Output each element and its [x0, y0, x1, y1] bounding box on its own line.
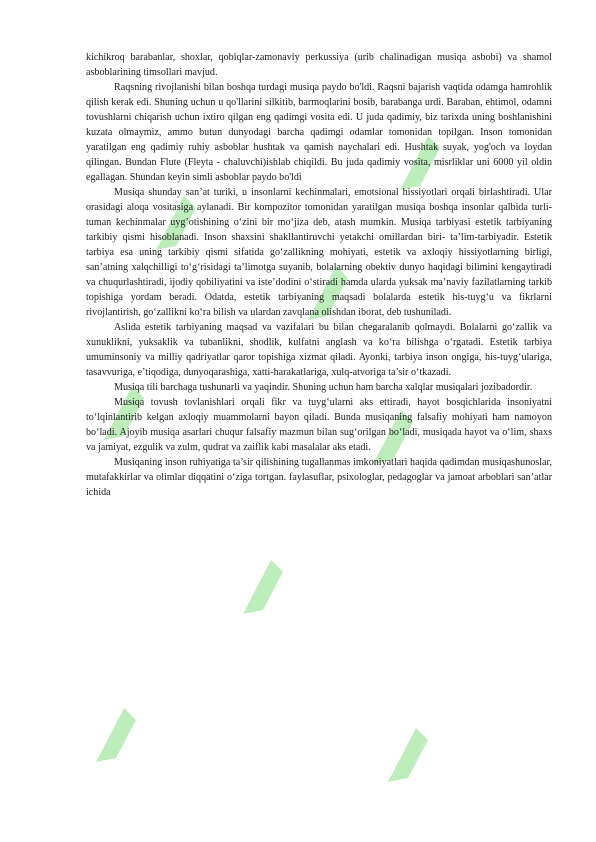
paragraph: Raqsning rivojlanishi bilan boshqa turdagi musiqa paydo bo'ldi. Raqsni bajarish vaqtida odamga hamrohlik qilish kerak edi. Shuning uchun u qo'llarini silkitib, barmoqlarini bosib, barabanga urdi. Baraban, ehtimol, odamni tovushlarni chiqarish uchun ixtiro qilgan eng qadimgi vosita edi. U juda qadimiy, biz tarixda uning boshlanishini kuzata olmaymiz, ammo butun dunyodagi barcha qadimgi odamlar tomonidan topilgan. Inson tomonidan yaratilgan eng qadimiy ruhiy asboblar hushtak va qamish naychalari edi. Hushtak suyak, yog'och va loydan qilingan. Bundan Flute (Fleyta - chaluvchi)ishlab chiqildi. Bu juda qadimiy vosita, misrliklar uni 6000 yil oldin egallagan. Shundan keyin simli asboblar paydo bo'ldi: [86, 82, 552, 183]
watermark-mark: [88, 700, 158, 770]
paragraph: Musiqa tovush tovlanishlari orqali fikr va tuyg‘ularni aks ettiradi, hayot bosqichlarida insoniyatni to‘lqinlantirib kelgan axloqiy muammolarni bayon qiladi. Bunda musiqaning falsafiy mohiyati ham namoyon bo‘ladi. Ajoyib musiqa asarlari chuqur falsafiy mazmun bilan sug‘orilgan bo‘ladi, musiqada hayot va o‘lim, shaxs va jamiyat, ezgulik va zulm, qudrat va zaiflik kabi masalalar aks etadi.: [86, 397, 552, 453]
paragraph: Musiqa tili barchaga tushunarli va yaqindir. Shuning uchun ham barcha xalqlar musiqalari jozibadordir.: [114, 382, 533, 393]
watermark-mark: [380, 720, 450, 790]
paragraph: Musiqaning inson ruhiyatiga ta’sir qilishining tugallanmas imkoniyatlari haqida qadimdan musiqashunoslar, mutafakkirlar va olimlar diqqatini o‘ziga tortgan. faylasuflar, psixologlar, pedagoglar va jamoat arboblari san’atlar ichida: [86, 457, 552, 498]
paragraph: Aslida estetik tarbiyaning maqsad va vazifalari bu bilan chegaralanib qolmaydi. Bolalarni go‘zallik va xunuklikni, yuksaklik va tubanlikni, shodlik, kulfatni anglash va ko‘ra bilishga o‘rgatadi. Estetik tarbiya umuminsoniy va milliy qadriyatlar qaror topishiga xizmat qiladi. Ayonki, tarbiya inson ongiga, his-tuyg‘ulariga, tasavvuriga, e’tiqodiga, dunyoqarashiga, xatti-harakatlariga, xulq-atvoriga ta’sir o‘tkazadi.: [86, 322, 552, 378]
paragraph: Musiqa shunday san’at turiki, u insonlarni kechinmalari, emotsional hissiyotlari orqali birlashtiradi. Ular orasidagi aloqa vositasiga aylanadi. Bir kompozitor tomonidan yaratilgan musiqa boshqa insonlar qalbida turli-tuman kechinmalar uyg’otishining o‘zini bir mo‘jiza deb, atash mumkin. Musiqa tarbiyasi estetik tarbiyaning tarkibiy qismi hisoblanadi. Inson shaxsini shakllantiruvchi yetakchi omillardan biri- ta’lim-tarbiyadir. Estetik tarbiya esa uning tarkibiy qismi sifatida go‘zallikning mohiyati, estetik va axloqiy hissiyotlarning birligi, san’atning xalqchilligi to‘g‘risidagi ta’limotga suyanib, bolalarning obektiv dunyo haqidagi bilimini kengaytiradi va chuqurlashtiradi, ijodiy qobiliyatini va iste’dodini o‘stiradi hamda ularda yuksak ma’naviy fazilatlarning tarkib topishiga yordam beradi. Odatda, estetik tarbiyaning maqsadi bolalarda estetik his-tuyg‘u va fikrlarni rivojlantirish, go‘zallikni ko‘ra bilish va ulardan zavqlana olishdan iborat, deb tushuniladi.: [86, 187, 552, 318]
document-body: [86, 50, 552, 500]
watermark-mark: [235, 552, 305, 622]
paragraph: kichikroq barabanlar, shoxlar, qobiqlar-zamonaviy perkussiya (urib chalinadigan musiqa asbobi) va shamol asboblarining timsollari mavjud.: [86, 52, 552, 78]
